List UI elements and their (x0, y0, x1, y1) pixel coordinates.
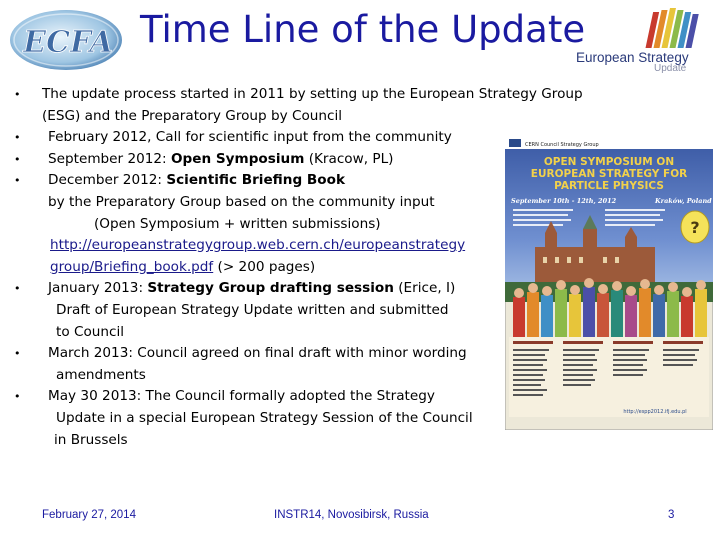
bullet-text: (ESG) and the Preparatory Group by Council (42, 107, 343, 124)
timeline-bullet (14, 170, 504, 278)
bullet-icon: • (14, 282, 21, 296)
bullet-icon: • (14, 131, 21, 145)
bullet-text: by the Preparatory Group based on the community input (48, 193, 435, 210)
poster-org: CERN Council Strategy Group (525, 142, 599, 148)
bullet-icon: • (14, 174, 21, 188)
timeline-bullet (14, 278, 504, 343)
briefing-book-link[interactable]: http://europeanstrategygroup.web.cern.ch/europeanstrategy (50, 237, 466, 254)
bullet-text: in Brussels (54, 431, 128, 448)
bullet-line (42, 408, 504, 430)
bullet-text: February 2012, Call for scientific input from the community (48, 129, 452, 146)
bullet-text: Update in a special European Strategy Session of the Council (56, 409, 473, 426)
poster-dates: September 10th - 12th, 2012 (511, 197, 617, 205)
stripes-icon (574, 6, 714, 52)
bullet-line (42, 84, 583, 106)
bullet-line (42, 322, 504, 344)
timeline-bullet (14, 386, 504, 451)
bullet-icon: • (14, 88, 21, 101)
bullet-text: The update process started in 2011 by setting up the European Strategy Group (42, 86, 583, 102)
bullet-line (42, 214, 504, 236)
bullet-text: to Council (56, 323, 125, 340)
ecfa-logo (8, 6, 132, 72)
footer-venue: INSTR14, Novosibirsk, Russia (274, 509, 429, 521)
timeline-bullet (14, 149, 504, 171)
timeline-bullet (14, 343, 504, 386)
symposium-poster (505, 137, 713, 430)
poster-question-mark: ? (690, 218, 700, 237)
poster-place: Kraków, Poland (655, 197, 712, 205)
bullet-line (42, 257, 504, 279)
bullet-line (42, 192, 504, 214)
bullet-text: (Erice, I) (393, 280, 456, 297)
poster-url: http://espp2012.ifj.edu.pl (623, 409, 687, 415)
bullet-line (42, 149, 504, 171)
footer-date: February 27, 2014 (42, 509, 136, 521)
bullet-text: May 30 2013: The Council formally adopted the Strategy (48, 388, 435, 405)
bullet-text: (> 200 pages) (213, 258, 316, 275)
european-strategy-logo-subtext: Update (654, 63, 687, 74)
poster-title-line1: OPEN SYMPOSIUM ON (543, 156, 675, 168)
bullet-line (42, 127, 504, 149)
bullet-line (42, 430, 504, 452)
bullet-line (42, 106, 504, 128)
bullet-line (42, 343, 504, 365)
bullet-text: Draft of European Strategy Update written and submitted (56, 301, 449, 318)
bullet-line (42, 278, 504, 300)
european-strategy-logo (574, 6, 714, 72)
page-title: Time Line of the Update (140, 8, 586, 51)
bullet-emphasis: Open Symposium (170, 150, 305, 167)
bullet-text: September 2012: (48, 150, 171, 167)
bullet-line (42, 365, 504, 387)
bullet-text: (Open Symposium + written submissions) (94, 215, 381, 232)
bullet-text: amendments (56, 366, 146, 383)
bullet-emphasis: Strategy Group drafting session (147, 280, 394, 297)
poster-title-line3: PARTICLE PHYSICS (554, 180, 664, 192)
bullet-line (42, 170, 504, 192)
poster-title-line2: EUROPEAN STRATEGY FOR (530, 168, 688, 180)
european-strategy-logo-text: European Strategy (576, 50, 689, 65)
ecfa-logo-text: ECFA (23, 25, 113, 60)
bullet-line (42, 235, 504, 257)
bullet-icon: • (14, 390, 21, 404)
bullet-icon: • (14, 152, 21, 166)
bullet-text: January 2013: (48, 280, 148, 297)
bullet-line (42, 300, 504, 322)
bullet-line (42, 386, 504, 408)
timeline-bullet (14, 127, 504, 149)
timeline-bullet (14, 84, 583, 127)
bullet-text: (Kracow, PL) (304, 150, 394, 167)
bullet-text: March 2013: Council agreed on final draft with minor wording (48, 345, 467, 362)
briefing-book-link[interactable]: group/Briefing_book.pdf (50, 258, 214, 275)
bullet-icon: • (14, 347, 21, 361)
bullet-text: December 2012: (48, 172, 167, 189)
bullet-emphasis: Scientific Briefing Book (166, 172, 345, 189)
page-number: 3 (668, 509, 675, 521)
